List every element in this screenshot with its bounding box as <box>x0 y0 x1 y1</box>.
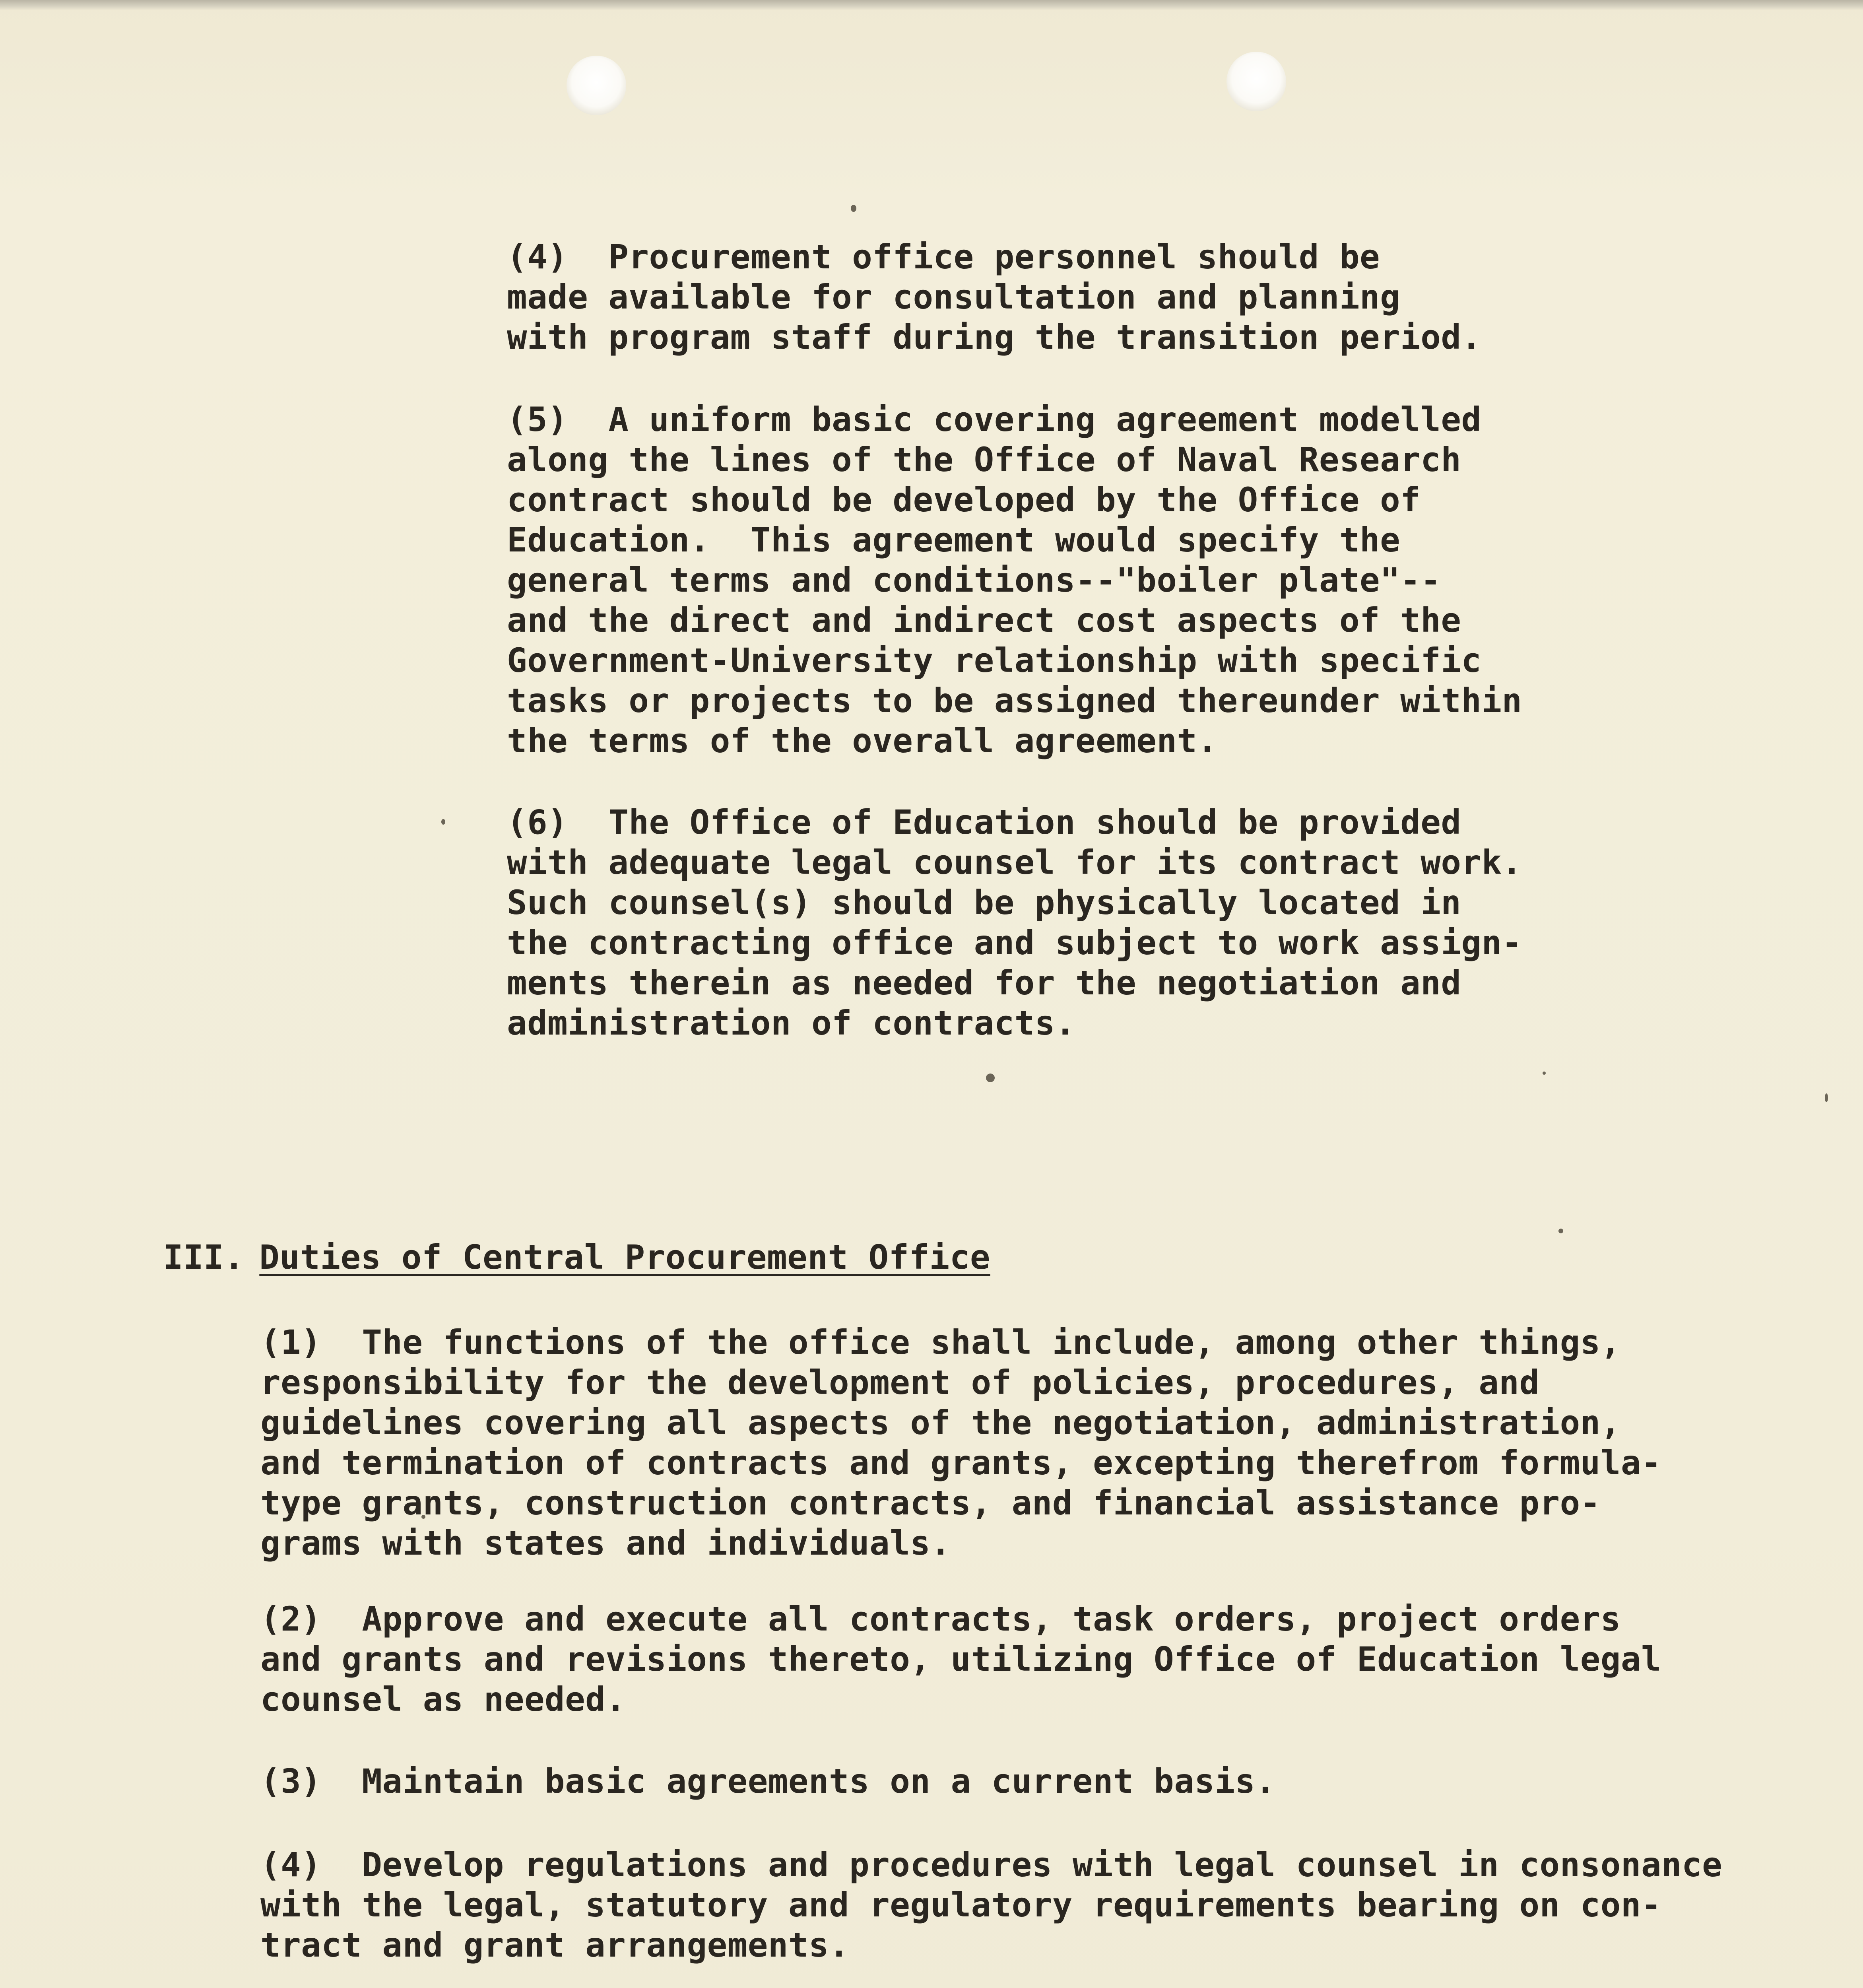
section-iii-item-2: (2) Approve and execute all contracts, task orders, project orders and grants and revisions thereto, utilizing Office of Education legal counsel as needed. <box>260 1600 1661 1719</box>
paper-speck <box>1543 1072 1546 1075</box>
paper-speck <box>986 1074 995 1082</box>
page-top-edge <box>0 0 1863 10</box>
section-ii-item-4: (4) Procurement office personnel should be made available for consultation and planning with program staff during the transition period. <box>507 237 1482 357</box>
punch-hole-right <box>1226 52 1286 111</box>
section-ii-item-6: (6) The Office of Education should be provided with adequate legal counsel for its contract work. Such counsel(s) should be physically located in the contracting office and subject to work assign- ments therein as needed for the negotiation and administration of contracts. <box>507 803 1522 1043</box>
paper-speck <box>1558 1229 1563 1233</box>
section-iii-title: Duties of Central Procurement Office <box>259 1238 990 1277</box>
section-iii-item-1: (1) The functions of the office shall include, among other things, responsibility for the development of policies, procedures, and guidelines covering all aspects of the negotiation, administration, and termination of contracts and grants, excepting therefrom formula- type grants, construction contracts, and financial assistance pro- grams with states and individuals. <box>260 1323 1661 1563</box>
paper-speck <box>441 819 445 825</box>
punch-hole-left <box>567 56 626 115</box>
section-iii-item-3: (3) Maintain basic agreements on a current basis. <box>260 1762 1276 1801</box>
section-iii-number: III. <box>163 1238 245 1277</box>
section-iii-heading <box>163 1237 990 1277</box>
paper-speck <box>851 205 856 212</box>
section-iii-item-4: (4) Develop regulations and procedures with legal counsel in consonance with the legal, statutory and regulatory requirements bearing on con- tract and grant arrangements. <box>260 1845 1723 1965</box>
section-ii-item-5: (5) A uniform basic covering agreement modelled along the lines of the Office of Naval Research contract should be developed by the Office of Education. This agreement would specify the general terms and conditions--"boiler plate"-- and the direct and indirect cost aspects of the Government-University relationship with specific tasks or projects to be assigned thereunder within the terms of the overall agreement. <box>507 400 1522 760</box>
paper-speck <box>1825 1093 1828 1102</box>
